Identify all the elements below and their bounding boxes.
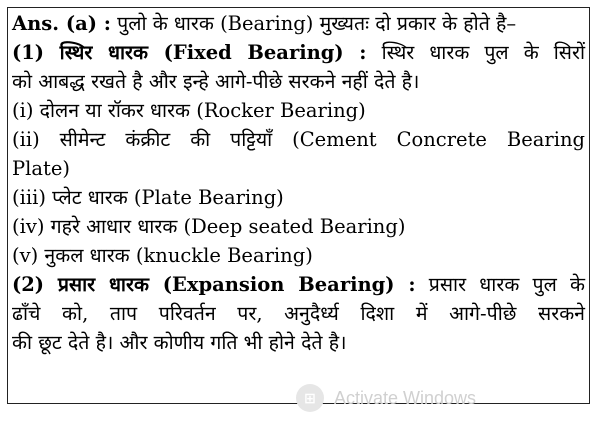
expansion-bearing-heading: (2) प्रसार धारक (Expansion Bearing) : (12, 273, 416, 296)
fixed-bearing-desc-1: स्थिर धारक पुल के सिरों (381, 41, 585, 64)
windows-logo-icon: ⊞ (296, 384, 324, 412)
ans-label: Ans. (a) : (12, 12, 111, 35)
list-item-deep-seated: (iv) गहरे आधार धारक (Deep seated Bearing) (12, 215, 406, 238)
answer-intro-line (12, 9, 585, 38)
fixed-bearing-heading: (1) स्थिर धारक (Fixed Bearing) : (12, 41, 367, 64)
expansion-bearing-desc-1: प्रसार धारक पुल के (428, 273, 586, 296)
list-item-rocker: (i) दोलन या रॉकर धारक (Rocker Bearing) (12, 99, 366, 122)
expansion-bearing-line-2: ढाँचे को, ताप परिवर्तन पर, अनुदैर्ध्य दिशा में आगे-पीछे सरकने (12, 302, 585, 325)
list-item-cement-concrete: (ii) सीमेन्ट कंक्रीट की पट्टियाँ (Cement Concrete Bearing (12, 128, 585, 151)
watermark-text: Activate Windows (334, 387, 477, 408)
expansion-bearing-line-3: की छूट देते है। और कोणीय गति भी होने देते है। (12, 331, 347, 354)
intro-text: पुलो के धारक (Bearing) मुख्यतः दो प्रकार के होते है– (117, 12, 517, 35)
answer-box (7, 7, 590, 404)
fixed-bearing-line-2 (12, 67, 585, 96)
fixed-bearing-desc-2: को आबद्ध रखते है और इन्हे आगे-पीछे सरकने नहीं देते है। (12, 70, 420, 93)
list-item-plate: (iii) प्लेट धारक (Plate Bearing) (12, 186, 284, 209)
fixed-bearing-line-1 (12, 38, 585, 67)
list-item-knuckle: (v) नुकल धारक (knuckle Bearing) (12, 244, 313, 267)
expansion-bearing-line-1 (12, 270, 585, 299)
list-item-cement-concrete-cont: Plate) (12, 157, 70, 180)
